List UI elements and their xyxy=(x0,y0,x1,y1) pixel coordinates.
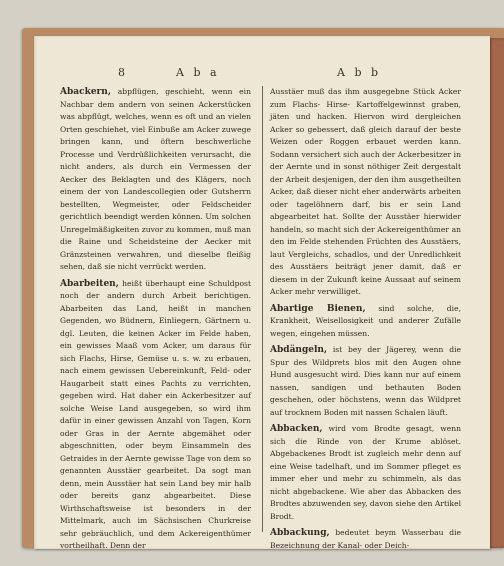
right-column xyxy=(270,86,461,550)
dictionary-entry xyxy=(60,86,251,274)
dictionary-entry xyxy=(270,303,461,341)
entry-text: Ausstäer muß das ihm ausgegebne Stück Acker zum Flachs- Hirse- Kartoffelgewinnst graben, jäten und hacken. Hiervon wird dergleichen Acker so gebessert, daß gleich darauf der beste Weizen oder Roggen erbauet werden kann. Sodann versichert sich auch der Ackerbesitzer in der Aernte und in sonst nöthiger Zeit dergestalt der Arbeit desjenigen, der den ihm ausgetheilten Acker, daß dieser nicht eher anderwärts arbeiten oder tagelöhnern darf, bis er sein Land abgearbeitet hat. Sollte der Ausstäer hierwider handeln, so macht sich der Ackereigenthümer an den im Felde stehenden Früchten des Ausstäers, laut Vergleichs, schadlos, und der Unredlichkeit des Ausstäers beiträgt jener damit, daß er diesem in der Zukunft keine Aussaat auf seinem Acker mehr verwilliget. xyxy=(270,87,461,296)
entry-text: heißt überhaupt eine Schuldpost noch der andern durch Arbeit berichtigen. Abarbeiten das Land, heißt in manchen Gegenden, wo Büdnern, Einliegern, Gärtnern u. dgl. Leuten, die keinen Acker im Felde haben, ein gewisses Maaß vom Acker, um daraus für sich Flachs, Hirse, Gemüse u. s. w. zu erbauen, nach einem gewissen Uebereinkunft, Feld- oder Haugarbeit statt eines Pachts zu verrichten, gegeben wird. Hat daher ein Ackerbesitzer auf solche Weise Land ausgegeben, so wird ihm dafür in einer gewissen Anzahl von Tagen, Korn oder Gras in der Aernte abgemähet oder abgeschnitten, oder beym Einsammeln des Getraides in der Aernte gewisse Tage von dem so genannten Ausstäer gearbeitet. Da sogt man denn, mein Ausstäer hat sein Land bey mir halb oder bereits ganz abgearbeitet. Diese Wirthschaftsweise ist besonders in der Mittelmark, auch im Sächsischen Churkreise sehr gebräuchlich, und dem Ackereigenthümer vortheilhaft. Denn der xyxy=(60,278,251,550)
running-head-left: A b a xyxy=(176,66,220,79)
entry-text: abpflügen, geschieht, wenn ein Nachbar dem andern von seinen Ackerstücken was abpflügt, welches, wenn es oft und an vielen Orten geschiehet, viel Einbuße am Acker zuwege bringen kann, und öftern beschwerliche Processe und Verdrüßlichkeiten verursacht, die nicht anders, als durch ein Vermessen der Aecker des Beklagten und des Klägers, noch einem der von Landescollegien oder Gutsherrn bestellten, Wegmeister, oder Feldscheider gerichtlich beendigt werden können. Um solchen Unregelmäßigkeiten zuvor zu kommen, muß man die Raine und Scheidsteine der Aecker mit Gränzsteinen verwahren, und dieselbe fleißig sehen, daß sie nicht verrückt werden. xyxy=(60,87,251,271)
entry-headword: Abarbeiten, xyxy=(60,278,119,289)
entry-headword: Abackern, xyxy=(60,87,111,97)
page-number: 8 xyxy=(118,66,125,79)
column-divider xyxy=(262,86,263,532)
dictionary-entry xyxy=(270,86,461,299)
entry-headword: Abdängeln, xyxy=(270,345,328,355)
dictionary-entry xyxy=(270,423,461,523)
entry-text: bedeutet beym Wasserbau die Bezeichnung der Kanal- oder Deich- xyxy=(270,528,461,550)
dictionary-entry xyxy=(270,344,461,419)
entry-text: sind solche, die, Krankheit, Weisellosigkeit und anderer Zufälle wegen, eingehen müssen. xyxy=(270,303,461,338)
dictionary-entry xyxy=(60,278,251,553)
left-column xyxy=(60,86,251,550)
dictionary-entry xyxy=(270,527,461,552)
entry-text: wird vom Brodte gesagt, wenn sich die Rinde von der Krume ablöset. Abgebackenes Brodt ist zugleich mehr denn auf eine Weise tadelhaft, und im Sommer pfleget es immer eher und mehr zu schimmeln, als das nicht abgebackene. Wie aber das Abbacken des Brodtes abzuwenden sey, davon siehe den Artikel Brodt. xyxy=(270,424,461,521)
entry-text: ist bey der Jägerey, wenn die Spur des Wildprets blos mit den Augen ohne Hund ausgesucht wird. Dies kann nur auf einem nassen, sandigen und bethauten Boden geschehen, oder höchstens, wenn das Wildpret auf trocknem Boden mit nassen Schalen läuft. xyxy=(270,345,461,417)
entry-headword: Abbacken, xyxy=(270,424,323,434)
entry-headword: Abbackung, xyxy=(270,528,330,538)
entry-headword: Abartige Bienen, xyxy=(270,303,366,314)
running-head-right: A b b xyxy=(337,66,382,79)
